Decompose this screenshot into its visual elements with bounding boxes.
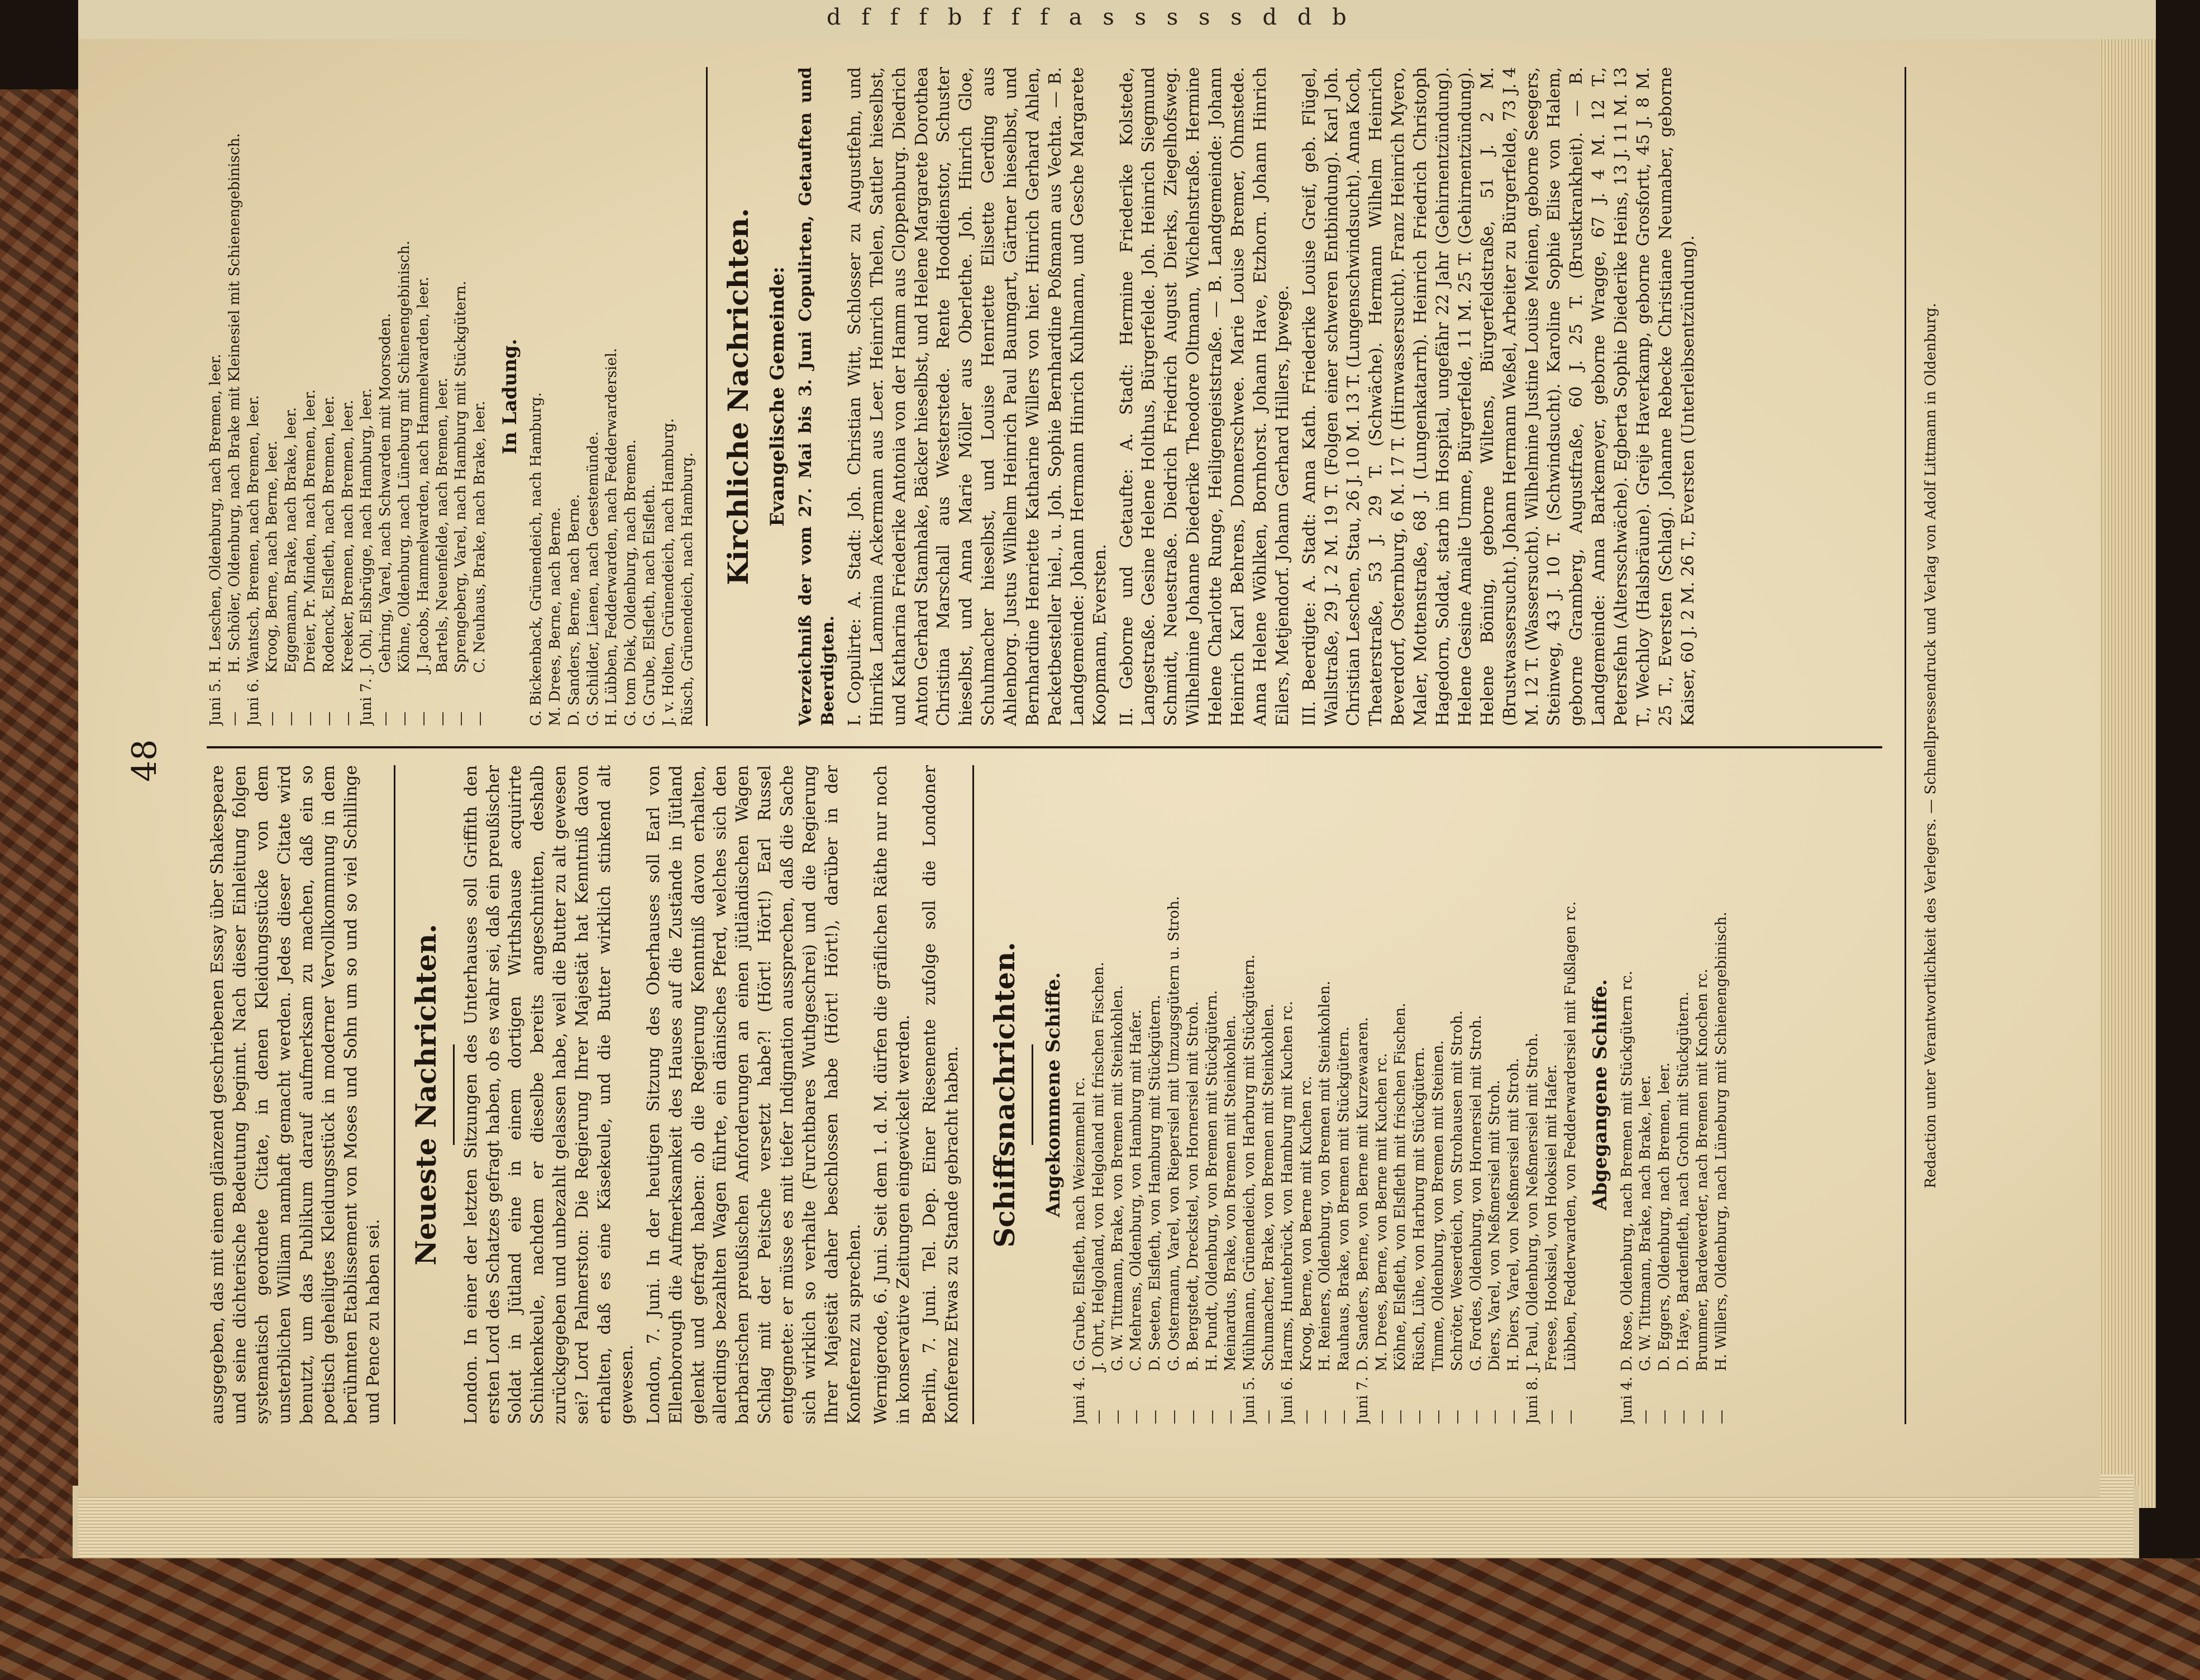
list-item-text: Köhne, Oldenburg, nach Lüneburg mit Schienengebinisch.: [395, 240, 413, 673]
list-item: [471, 67, 490, 726]
list-item-text: C. Neuhaus, Brake, nach Brake, leer.: [471, 400, 489, 673]
list-item-date: —: [1693, 1410, 1711, 1424]
list-item-text: D. Sanders, Berne, von Berne mit Kurzewaaren.: [1354, 1017, 1371, 1371]
news-heading: Neueste Nachrichten.: [409, 924, 443, 1266]
list-item: [282, 67, 301, 726]
list-item-date: Juni 5.: [207, 678, 224, 726]
list-item-text: Köhne, Elsfleth, von Elsfleth mit frischen Fischen.: [1392, 1003, 1409, 1371]
list-item: G. tom Diek, Oldenburg, nach Bremen.: [622, 439, 640, 726]
list-item-text: Dreier, Pr. Minden, nach Bremen, leer.: [301, 389, 318, 673]
list-item: [1636, 765, 1655, 1424]
list-item-date: —: [1543, 1410, 1560, 1424]
list-item: [1146, 765, 1165, 1424]
list-item-date: —: [1090, 1410, 1107, 1424]
column-rule: [207, 746, 1882, 748]
list-item-text: Kreeker, Bremen, nach Bremen, leer.: [339, 399, 356, 673]
list-item-text: D. Seeten, Elsfleth, von Hamburg mit Stückgütern.: [1147, 995, 1164, 1371]
list-item-text: Meinardus, Brake, von Bremen mit Steinkohlen.: [1222, 1015, 1239, 1371]
list-item-text: Bartels, Neuenfelde, nach Bremen, leer.: [433, 378, 451, 673]
list-item-text: D. Rose, Oldenburg, nach Bremen mit Stückgütern rc.: [1618, 970, 1635, 1371]
list-item-date: —: [1656, 1410, 1673, 1424]
divider-short: [1032, 1044, 1033, 1145]
list-item: [1448, 765, 1467, 1424]
list-item: [1165, 765, 1184, 1424]
list-item-date: —: [320, 712, 337, 726]
list-item-text: Sprengeberg, Varel, nach Hamburg mit Stückgütern.: [452, 280, 470, 673]
list-item-date: —: [1165, 1410, 1182, 1424]
list-item: [1655, 765, 1674, 1424]
list-item-text: Schröter, Weserdeich, von Strohausen mit Stroh.: [1448, 1010, 1466, 1371]
list-item: [1562, 765, 1581, 1424]
list-item-text: Kroog, Berne, von Berne mit Kuchen rc.: [1297, 1076, 1315, 1371]
list-item-date: Juni 7.: [358, 678, 375, 726]
news-paragraph: Berlin, 7. Juni. Tel. Dep. Einer Riesenente zufolge soll die Londoner Konferenz Etwas zu Stande gebracht haben.: [920, 765, 962, 1424]
list-item-date: —: [1259, 1410, 1277, 1424]
list-item-date: —: [1184, 1410, 1201, 1424]
list-item-text: Eggemann, Brake, nach Brake, leer.: [283, 407, 300, 673]
list-item-text: Rauhaus, Brake, von Bremen mit Stückgütern.: [1335, 1027, 1353, 1371]
list-item-date: —: [1411, 1410, 1428, 1424]
list-item: [320, 67, 339, 726]
list-item: [376, 67, 395, 726]
list-item-date: —: [1505, 1410, 1523, 1424]
list-item: [1505, 765, 1524, 1424]
list-item: [1524, 765, 1543, 1424]
list-item-text: Lübben, Fedderwarden, von Fedderwardersiel mit Fußlagen rc.: [1562, 901, 1579, 1371]
list-item: [263, 67, 282, 726]
church-paragraph: II. Geborne und Getaufte: A. Stadt: Hermine Friederike Kolstede, Langestraße. Gesine Helene Holthus, Bürgerfelde. Joh. Heinrich Siegmund Schmidt, Neuestraße. Diedrich Friedrich August Dierks, Ziegelhofsweg. Wilhelmine Johanne Diederike Theodore Oltmann, Wichelnstraße. Hermine Helene Charlotte Runge, Heiligengeiststraße. — B. Landgemeinde: Johann Heinrich Karl Behrens, Donnerschwee. Marie Louise Bremer, Ohmstede. Anna Helene Wöhlken, Bornhorst. Johann Have, Etzhorn. Johann Hinrich Eilers, Metjendorf. Johann Gerhard Hillers, Ipwege.: [1116, 67, 1292, 726]
departed-heading: Abgegangene Schiffe.: [1589, 979, 1612, 1210]
list-item: [1429, 765, 1448, 1424]
rotated-content: [78, 39, 2044, 1469]
footer-rule: [1905, 67, 1906, 1424]
church-intro: Verzeichniß der vom 27. Mai bis 3. Juni Copulirten, Getauften und Beerdigten.: [796, 67, 838, 726]
list-item-date: —: [283, 712, 300, 726]
list-item: [207, 67, 226, 726]
list-item: [1693, 765, 1712, 1424]
list-item: [1071, 765, 1090, 1424]
loading-list: [527, 67, 697, 726]
list-item-text: Freese, Hooksiel, von Hooksiel mit Hafer.: [1543, 1064, 1560, 1371]
list-item-text: Rodenck, Elsfleth, nach Bremen, leer.: [320, 395, 337, 673]
list-item-text: Diers, Varel, von Neßmersiel mit Stroh.: [1486, 1080, 1504, 1371]
intro-paragraph: ausgegeben, das mit einem glänzend geschriebenen Essay über Shakespeare und seine dichterische Bedeutung beginnt. Nach dieser Einleitung folgen systematisch geordnete Citate, in denen Kleidungsstücke von dem unsterblichen William namhaft gemacht werden. Jedes dieser Citate wird benutzt, um das Publikum darauf aufmerksam zu machen, daß ein so poetisch geheiligtes Kleidungsstück in moderner Vervollkommnung in dem berühmten Etablissement von Moses und Sohn um so und so viel Schillinge und Pence zu haben sei.: [208, 765, 384, 1424]
list-item-date: —: [433, 712, 451, 726]
list-item-date: Juni 6.: [245, 678, 262, 726]
list-item-text: C. Mehrens, Oldenburg, von Hamburg mit Hafer.: [1128, 1009, 1145, 1371]
list-item-date: —: [395, 712, 413, 726]
list-item-date: Juni 5.: [1241, 1376, 1258, 1424]
list-item: [1354, 765, 1373, 1424]
list-item: D. Sanders, Berne, nach Berne.: [565, 494, 583, 726]
list-item: [1127, 765, 1146, 1424]
list-item-text: M. Drees, Berne, von Berne mit Kuchen rc.: [1373, 1053, 1390, 1371]
list-item: [1184, 765, 1203, 1424]
list-item-text: H. Pundt, Oldenburg, von Bremen mit Stückgütern.: [1203, 990, 1220, 1371]
ship-list-continued: [207, 67, 490, 726]
list-item: [1618, 765, 1637, 1424]
list-item-date: —: [1637, 1410, 1654, 1424]
list-item-date: —: [1430, 1410, 1447, 1424]
list-item-date: —: [377, 712, 394, 726]
list-item: J. v. Holten, Grünendeich, nach Hamburg.: [660, 418, 677, 726]
list-item: [1391, 765, 1410, 1424]
list-item-date: —: [1486, 1410, 1504, 1424]
list-item-text: G. W. Tittmann, Brake, nach Brake, leer.: [1637, 1075, 1654, 1371]
list-item-text: G. Fordes, Oldenburg, von Hornersiel mit Stroh.: [1467, 1015, 1485, 1371]
list-item-text: G. W. Tittmann, Brake, von Bremen mit Steinkohlen.: [1109, 985, 1126, 1371]
list-item-date: —: [1335, 1410, 1353, 1424]
list-item-date: —: [1392, 1410, 1409, 1424]
imprint-footer: Redaction unter Verantwortlichkeit des Verlegers. — Schnellpressendruck und Verlag von Adolf Littmann in Oldenburg.: [1922, 303, 1939, 1189]
list-item-date: Juni 4.: [1618, 1376, 1635, 1424]
list-item-date: Juni 8.: [1524, 1376, 1542, 1424]
church-subheading: Evangelische Gemeinde:: [766, 266, 789, 527]
list-item-text: Harms, Huntebrück, von Hamburg mit Kuchen rc.: [1278, 1001, 1296, 1371]
arrived-list: [1071, 765, 1581, 1424]
list-item-text: Mühlmann, Grünendeich, von Harburg mit Stückgütern.: [1241, 954, 1258, 1371]
book-cover-bottom: [0, 1558, 2200, 1680]
list-item: [245, 67, 264, 726]
book-cover-left: [0, 89, 84, 1680]
list-item-text: G. Ostermann, Varel, von Riepersiel mit Umzugsgütern u. Stroh.: [1165, 896, 1182, 1371]
list-item: G. Schilder, Lienen, nach Geestemünde.: [584, 431, 602, 726]
sliver-text: d f f f b f f f a s s s s s d d b: [827, 4, 1353, 30]
list-item: [357, 67, 376, 726]
list-item: [433, 67, 452, 726]
list-item-date: —: [1297, 1410, 1315, 1424]
news-paragraph: Wernigerode, 6. Juni. Seit dem 1. d. M. dürfen die gräflichen Räthe nur noch in konservative Zeitungen eingewickelt werden.: [871, 765, 913, 1424]
previous-page-sliver: [78, 0, 2156, 39]
list-item-text: H. Schöler, Oldenburg, nach Brake mit Kleinesiel mit Schienengebinisch.: [226, 133, 243, 673]
list-item-text: Timme, Oldenburg, von Bremen mit Steinen.: [1430, 1040, 1447, 1371]
list-item: [452, 67, 471, 726]
list-item: [1240, 765, 1259, 1424]
divider-short: [453, 1044, 455, 1145]
list-item-text: Wantsch, Bremen, nach Bremen, leer.: [245, 395, 262, 673]
list-item-text: Gehring, Varel, nach Schwarden mit Moorsoden.: [377, 313, 394, 673]
divider: [706, 67, 708, 726]
list-item-text: Schumacher, Brake, von Bremen mit Steinkohlen.: [1259, 1003, 1277, 1371]
list-item-text: Kroog, Berne, nach Berne, leer.: [264, 440, 281, 673]
list-item-date: —: [1109, 1410, 1126, 1424]
list-item-date: Juni 6.: [1278, 1376, 1296, 1424]
list-item-date: —: [471, 712, 489, 726]
list-item: [1109, 765, 1128, 1424]
list-item: [1486, 765, 1505, 1424]
list-item: [1297, 765, 1316, 1424]
list-item-date: —: [1467, 1410, 1485, 1424]
list-item-date: —: [264, 712, 281, 726]
list-item-text: B. Bergstedt, Dreckstel, von Hornersiel mit Stroh.: [1184, 1001, 1201, 1371]
list-item-date: —: [1147, 1410, 1164, 1424]
list-item: M. Drees, Berne, nach Berne.: [546, 507, 564, 726]
list-item-date: —: [339, 712, 356, 726]
news-paragraph: London. In einer der letzten Sitzungen des Unterhauses soll Griffith den ersten Lord des Schatzes gefragt haben, ob es wahr sei, daß ein preußischer Soldat in Jütland eine in einem dortigen Wirthshause acquirirte Schinkenkeule, nachdem er dieselbe bereits angeschnitten, deshalb zurückgegeben und unbezahlt gelassen habe, weil die Butter zu alt gewesen sei? Lord Palmerston: Die Regierung Ihrer Majestät hat Kenntniß davon erhalten, daß es eine Käsekeule, und die Butter wirklich stinkend alt gewesen.: [461, 765, 637, 1424]
list-item: [1467, 765, 1486, 1424]
list-item: [1674, 765, 1693, 1424]
church-paragraph: I. Copulirte: A. Stadt: Joh. Christian Witt, Schlosser zu Augustfehn, und Hinrika Lammina Ackermann aus Leer. Heinrich Thelen, Sattler hieselbst, und Katharina Friederike Antonia von der Hamm aus Cloppenburg. Diedrich Anton Gerhard Stamhake, Bäcker hieselbst, und Helene Margarete Dorothea Christina Marschall aus Westerstede. Rente Hooddienstor, Schuster hieselbst, und Anna Marie Möller aus Oberlethe. Joh. Hinrich Gloe, Schuhmacher hieselbst, und Louise Henriette Elisette Gerding aus Ahlenborg. Justus Wilhelm Heinrich Paul Baumgart, Gärtner hieselbst, und Bernhardine Henriette Katharine Willers von hier. Hinrich Gerhard Ahlen, Packetbesteller hiel., u. Joh. Sophie Bernhardine Poßmann aus Vechta. — B. Landgemeinde: Johann Hermann Hinrich Kuhlmann, und Gesche Margarete Koopmann, Eversten.: [844, 67, 1110, 726]
list-item-date: —: [414, 712, 432, 726]
list-item-date: —: [301, 712, 318, 726]
list-item-text: H. Reiners, Oldenburg, von Bremen mit Steinkohlen.: [1316, 981, 1334, 1371]
news-paragraph: London, 7. Juni. In der heutigen Sitzung des Oberhauses soll Earl von Ellenborough die Aufmerksamkeit des Hauses auf die Zustände in Jütland gelenkt und gefragt haben: ob die Regierung Kenntniß davon erhalten, allerdings bezahlten Wagen führte, ein dänisches Pferd, welches sich den barbarischen preußischen Anforderungen an einen jütländischen Wagen Schlag mit der Peitsche versetzt habe?! (Hört! Hört!) Earl Russel entgegnete: er müsse es mit tiefer Indignation aussprechen, daß die Sache sich wirklich so verhalte (Furchtbares Wuthgeschrei) und die Regierung Ihrer Majestät daher beschlossen habe (Hört! Hört!), darüber in der Konferenz zu sprechen.: [643, 765, 864, 1424]
list-item-date: —: [1373, 1410, 1390, 1424]
departed-list: [1618, 765, 1731, 1424]
list-item-text: J. Ohrt, Helgoland, von Helgoland mit frischen Fischen.: [1090, 962, 1107, 1371]
list-item-text: J. Paul, Oldenburg, von Neßmersiel mit Stroh.: [1524, 1033, 1542, 1371]
loading-heading: In Ladung.: [498, 338, 521, 455]
list-item-date: —: [1448, 1410, 1466, 1424]
list-item-date: —: [1203, 1410, 1220, 1424]
list-item-date: —: [452, 712, 470, 726]
arrived-heading: Angekommene Schiffe.: [1042, 972, 1065, 1218]
divider: [972, 765, 974, 1424]
list-item: Rüsch, Grünendeich, nach Hamburg.: [679, 452, 696, 726]
list-item: [1373, 765, 1392, 1424]
list-item: G. Bickenback, Grünendeich, nach Hamburg.: [528, 392, 545, 726]
list-item: [1221, 765, 1240, 1424]
list-item-text: H. Diers, Varel, von Neßmersiel mit Stroh.: [1505, 1058, 1523, 1371]
list-item-text: D. Haye, Bardenfleth, nach Grohn mit Stückgütern.: [1675, 991, 1692, 1371]
list-item-text: H. Willers, Oldenburg, nach Lüneburg mit Schienengebinisch.: [1712, 911, 1730, 1371]
divider: [394, 765, 395, 1424]
column-right: [207, 67, 1704, 726]
list-item-text: H. Leschen, Oldenburg, nach Bremen, leer.: [207, 354, 224, 673]
list-item-date: —: [1675, 1410, 1692, 1424]
list-item-text: J. Jacobs, Hammelwarden, nach Hammelwarden, leer.: [414, 276, 432, 673]
list-item-text: Brummer, Bardewerder, nach Bremen mit Knochen rc.: [1693, 968, 1711, 1371]
list-item: [1278, 765, 1297, 1424]
list-item-date: —: [1128, 1410, 1145, 1424]
newspaper-page: [78, 39, 2100, 1497]
list-item: [395, 67, 414, 726]
list-item: [1335, 765, 1354, 1424]
list-item: [414, 67, 433, 726]
list-item: [1203, 765, 1222, 1424]
church-paragraph: III. Beerdigte: A. Stadt: Anna Kath. Friederike Louise Greif, geb. Flügel, Wallstraße, 29 J. 2 M. 19 T. (Folgen einer schweren Entbindung). Karl Joh. Christian Leschen, Stau, 26 J. 10 M. 13 T. (Lungenschwindsucht). Anna Koch, Theaterstraße, 53 J. 29 T. (Schwäche). Hermann Wilhelm Heinrich Beverdorf, Osternburg, 6 M. 17 T. (Hirnwassersucht). Franz Heinrich Myero, Maler, Mottenstraße, 68 J. (Lungenkatarrh). Heinrich Friedrich Christoph Hagedorn, Soldat, starb im Hospital, ungefähr 22 Jahr (Gehirnentzündung). Helene Gesine Amalie Umme, Bürgerfelde, 11 M. 25 T. (Gehirnentzündung). Helene Böning, geborne Wiltens, Bürgerfeldstraße, 51 J. 2 M. (Brustwassersucht). Johann Hermann Weßel, Arbeiter zu Bürgerfelde, 73 J. 4 M. 12 T. (Wassersucht). Wilhelmine Justine Louise Meinen, geborne Seegers, Steinweg, 43 J. 10 T. (Schwindsucht). Karoline Sophie Elise von Halem, geborne Gramberg, Augustfraße, 60 J. 25 T. (Brustkrankheit). — B. Landgemeinde: Anna Barkemeyer, geborne Wragge, 67 J. 4 M. 12 T., Petersfehn (Altersschwäche). Egberta Sophie Diederike Heins, 13 J. 11 M. 13 T., Wechloy (Halsbräune). Greije Haverkamp, geborne Grosfortt, 45 J. 8 M. 25 T., Eversten (Schlag). Johanne Rebecke Christiane Neumaber, geborne Kaiser, 60 J. 2 M. 26 T., Eversten (Unterleibsentzündung).: [1299, 67, 1698, 726]
list-item: [339, 67, 358, 726]
list-item-text: Rüsch, Lühe, von Harburg mit Stückgütern.: [1411, 1047, 1428, 1371]
list-item-date: —: [1562, 1410, 1579, 1424]
list-item-date: —: [226, 712, 243, 726]
list-item-date: —: [1316, 1410, 1334, 1424]
column-left: [207, 765, 1731, 1424]
page-number: 48: [125, 739, 164, 782]
list-item: [1543, 765, 1562, 1424]
list-item: [1259, 765, 1278, 1424]
list-item-date: Juni 4.: [1071, 1376, 1088, 1424]
list-item: [226, 67, 245, 726]
list-item: [1090, 765, 1109, 1424]
list-item-date: —: [1222, 1410, 1239, 1424]
list-item-text: G. Grube, Elsfleth, nach Weizenmehl rc.: [1071, 1077, 1088, 1371]
list-item: H. Lübben, Fedderwarden, nach Fedderwardersiel.: [603, 348, 621, 726]
list-item-text: D. Eggers, Oldenburg, nach Bremen, leer.: [1656, 1062, 1673, 1371]
list-item-date: —: [1712, 1410, 1730, 1424]
list-item: [1712, 765, 1731, 1424]
ships-heading: Schiffsnachrichten.: [988, 942, 1022, 1248]
list-item: [1316, 765, 1335, 1424]
list-item-text: J. Ohl, Elsbrügge, nach Hamburg, leer.: [358, 388, 375, 673]
list-item-date: Juni 7.: [1354, 1376, 1371, 1424]
list-item: [1410, 765, 1429, 1424]
list-item: [301, 67, 320, 726]
list-item: G. Grube, Elsfleth, nach Elsfleth.: [641, 484, 658, 726]
church-heading: Kirchliche Nachrichten.: [722, 208, 755, 585]
